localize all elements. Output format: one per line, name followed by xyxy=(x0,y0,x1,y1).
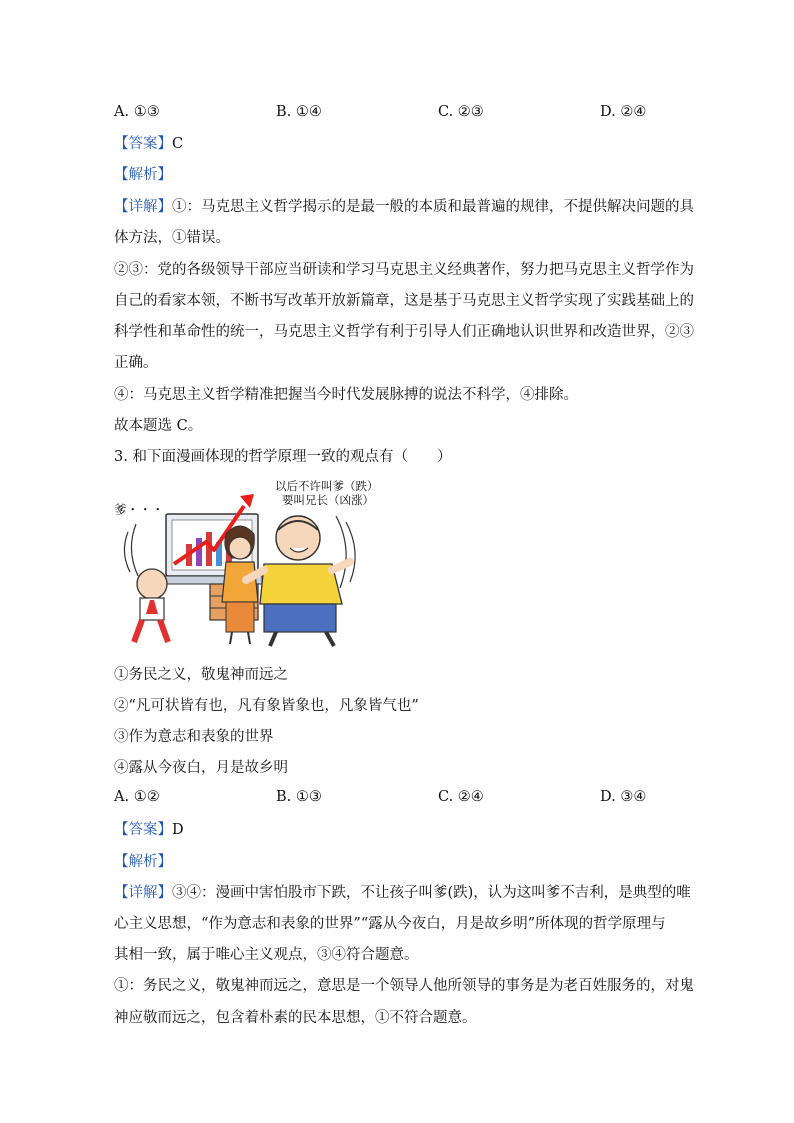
q3-stem: 3. 和下面漫画体现的哲学原理一致的观点有（ ） xyxy=(114,449,452,465)
q3-detail-line-4: ①：务民之义，敬鬼神而远之，意思是一个领导人他所领导的事务是为老百姓服务的，对鬼 xyxy=(114,978,694,994)
q3-analysis-tag: 【解析】 xyxy=(114,854,172,870)
q3-statement-3: ③作为意志和表象的世界 xyxy=(114,729,274,745)
q3-statement-4: ④露从今夜白，月是故乡明 xyxy=(114,760,288,776)
q2-detail-line-2: 体方法，①错误。 xyxy=(114,230,230,246)
q2-detail-line-1: 【详解】①：马克思主义哲学揭示的是最一般的本质和最普遍的规律，不提供解决问题的具 xyxy=(114,199,694,215)
q3-statement-2: ②“凡可状皆有也，凡有象皆象也，凡象皆气也” xyxy=(114,698,419,714)
cartoon-caption-line-2: 要叫兄长（凶涨） xyxy=(282,493,374,507)
q3-option-c: C. ②④ xyxy=(438,789,484,805)
q2-conclusion: 故本题选 C。 xyxy=(114,418,203,434)
q3-option-b: B. ①③ xyxy=(276,789,322,805)
q2-detail-line-5: 科学性和革命性的统一，马克思主义哲学有利于引导人们正确地认识世界和改造世界，②③ xyxy=(114,324,694,340)
q3-option-a: A. ①② xyxy=(114,789,160,805)
q2-option-c: C. ②③ xyxy=(438,104,484,120)
q2-detail-line-6: 正确。 xyxy=(114,355,158,371)
q2-detail-line-4: 自己的看家本领，不断书写改革开放新篇章，这是基于马克思主义哲学实现了实践基础上的 xyxy=(114,293,694,309)
q2-analysis-tag: 【解析】 xyxy=(114,167,172,183)
q3-detail-line-1: 【详解】③④：漫画中害怕股市下跌，不让孩子叫爹(跌)，认为这叫爹不吉利，是典型的唯 xyxy=(114,885,691,901)
q2-option-a: A. ①③ xyxy=(114,104,160,120)
q3-answer: 【答案】D xyxy=(114,822,184,838)
q2-detail-line-7: ④：马克思主义哲学精准把握当今时代发展脉搏的说法不科学，④排除。 xyxy=(114,387,578,403)
cartoon-caption-line-1: 以后不许叫爹（跌） xyxy=(275,479,379,493)
q3-option-d: D. ③④ xyxy=(600,789,647,805)
q3-detail-line-5: 神应敬而远之，包含着朴素的民本思想，①不符合题意。 xyxy=(114,1010,477,1026)
q2-option-d: D. ②④ xyxy=(600,104,647,120)
q2-detail-line-3: ②③：党的各级领导干部应当研读和学习马克思主义经典著作，努力把马克思主义哲学作为 xyxy=(114,262,694,278)
cartoon-illustration xyxy=(114,472,379,648)
q2-answer: 【答案】C xyxy=(114,136,184,152)
q3-detail-line-2: 心主义思想，“作为意志和表象的世界”“露从今夜白，月是故乡明”所体现的哲学原理与 xyxy=(114,916,666,932)
q3-detail-line-3: 其相一致，属于唯心主义观点，③④符合题意。 xyxy=(114,947,419,963)
q3-statement-1: ①务民之义，敬鬼神而远之 xyxy=(114,667,288,683)
cartoon-child-text: 爹・・・ xyxy=(114,502,165,517)
q2-option-b: B. ①④ xyxy=(276,104,322,120)
